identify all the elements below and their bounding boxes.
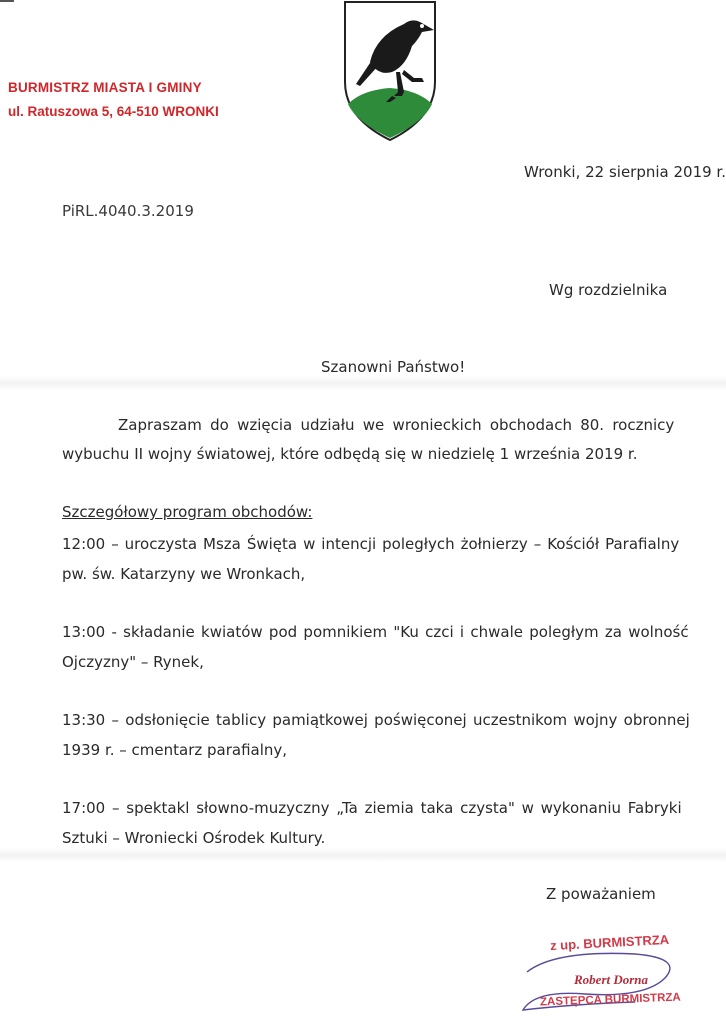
- office-address: ul. Ratuszowa 5, 64-510 WRONKI: [8, 104, 219, 119]
- program-item-time: 17:00: [62, 799, 106, 817]
- signatory-name: Robert Dorna: [574, 972, 649, 987]
- reference-number: PiRL.4040.3.2019: [62, 202, 194, 220]
- program-item-3-line-2: 1939 r. – cmentarz parafialny,: [62, 741, 288, 759]
- program-item-time: 12:00: [62, 535, 106, 553]
- raven-crest-icon: [342, 0, 438, 142]
- program-item-text: - składanie kwiatów pod pomnikiem "Ku czci i chwale poległym za wolność: [105, 623, 689, 641]
- program-item-time: 13:00: [62, 623, 106, 641]
- date-line: Wronki, 22 sierpnia 2019 r.: [524, 163, 726, 181]
- program-item-2-line-2: Ojczyzny" – Rynek,: [62, 653, 204, 671]
- scan-streak: [0, 848, 726, 862]
- recipient: Wg rozdzielnika: [549, 281, 668, 299]
- program-item-1-line-1: [62, 534, 679, 554]
- closing: Z poważaniem: [546, 885, 656, 903]
- salutation: Szanowni Państwo!: [321, 358, 466, 376]
- program-item-time: 13:30: [62, 711, 106, 729]
- intro-line-2: wybuchu II wojny światowej, które odbędą się w niedzielę 1 września 2019 r.: [62, 445, 638, 463]
- scan-corner-mark: [0, 0, 14, 2]
- stamp-line-1: z up. BURMISTRZA: [549, 931, 670, 954]
- office-name: BURMISTRZ MIASTA I GMINY: [8, 80, 202, 95]
- program-item-2-line-1: [62, 622, 689, 642]
- program-item-3-line-1: [62, 710, 690, 730]
- stamp-line-2: ZASTĘPCA BURMISTRZA: [539, 991, 681, 1009]
- program-item-4-line-2: Sztuki – Wroniecki Ośrodek Kultury.: [62, 829, 326, 847]
- program-item-text: – spektakl słowno-muzyczny „Ta ziemia taka czysta" w wykonaniu Fabryki: [105, 799, 682, 817]
- program-item-1-line-2: pw. św. Katarzyny we Wronkach,: [62, 565, 306, 583]
- program-heading: Szczegółowy program obchodów:: [62, 503, 313, 521]
- program-item-text: – odsłonięcie tablicy pamiątkowej poświęconej uczestnikom wojny obronnej: [105, 711, 690, 729]
- scan-streak: [0, 376, 726, 390]
- program-item-4-line-1: [62, 798, 682, 818]
- intro-line-1: Zapraszam do wzięcia udziału we wronieckich obchodach 80. rocznicy: [118, 416, 675, 434]
- program-item-text: – uroczysta Msza Święta w intencji poległych żołnierzy – Kościół Parafialny: [105, 535, 680, 553]
